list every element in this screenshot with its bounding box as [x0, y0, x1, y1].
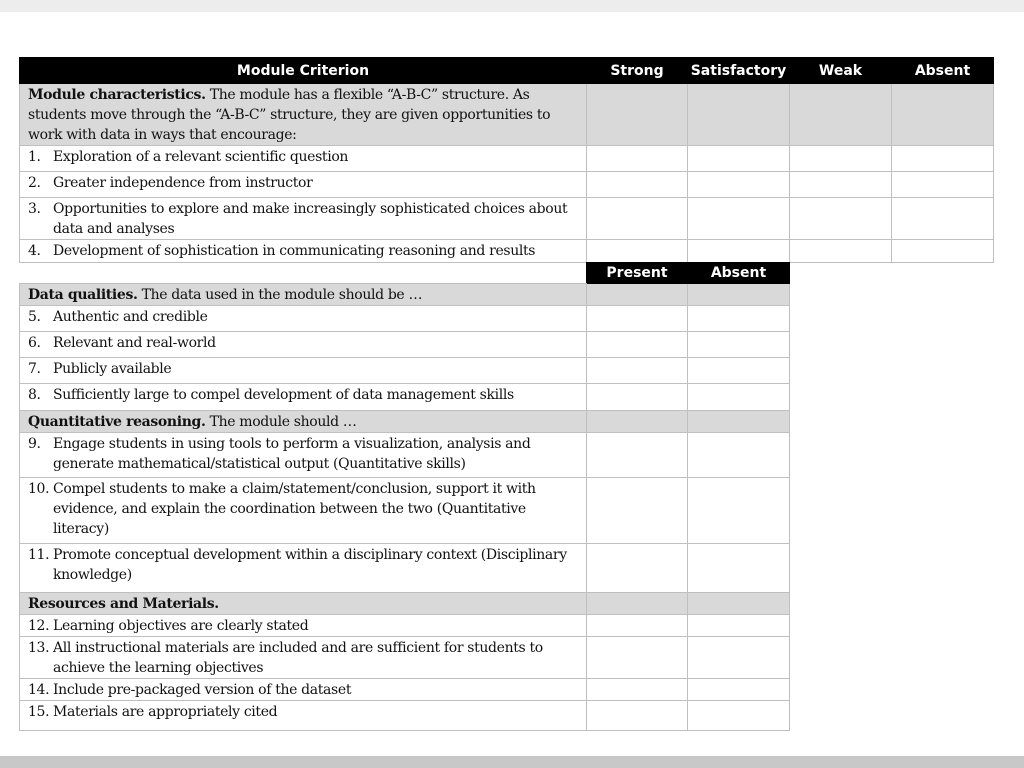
rating-cell[interactable] — [587, 478, 688, 544]
item-text: Opportunities to explore and make increasingly sophisticated choices about data and analyses — [53, 201, 568, 237]
rating-cell[interactable] — [790, 198, 892, 240]
rating-cell[interactable] — [892, 198, 994, 240]
table-row — [20, 701, 790, 731]
rating-cell — [587, 84, 688, 146]
item-text: Exploration of a relevant scientific question — [53, 149, 349, 165]
rating-cell[interactable] — [688, 637, 790, 679]
header-absent: Absent — [688, 263, 790, 284]
item-text: Learning objectives are clearly stated — [53, 618, 309, 634]
section-body: The module should … — [205, 414, 357, 430]
rating-cell[interactable] — [790, 240, 892, 263]
item-number: 12. — [28, 618, 50, 634]
section-body: The data used in the module should be … — [137, 287, 423, 303]
section-resources-materials — [20, 593, 790, 615]
header-spacer — [20, 263, 587, 284]
criterion-cell — [20, 146, 587, 172]
item-number: 5. — [28, 309, 41, 325]
item-text: Include pre-packaged version of the dataset — [53, 682, 352, 698]
section-title: Resources and Materials. — [28, 596, 219, 612]
rating-cell — [587, 411, 688, 433]
item-number: 7. — [28, 361, 41, 377]
table-row — [20, 146, 994, 172]
table-row — [20, 172, 994, 198]
rating-cell — [790, 84, 892, 146]
criterion-cell — [20, 433, 587, 478]
table-row — [20, 384, 790, 411]
item-text: All instructional materials are included and are sufficient for students to achieve the learning objectives — [53, 640, 543, 676]
item-text: Development of sophistication in communicating reasoning and results — [53, 243, 536, 259]
section-title: Module characteristics. — [28, 87, 206, 103]
item-text: Materials are appropriately cited — [53, 704, 278, 720]
rating-cell[interactable] — [892, 172, 994, 198]
rating-cell — [688, 84, 790, 146]
header-strong: Strong — [587, 58, 688, 84]
criterion-cell — [20, 615, 587, 637]
rating-cell — [587, 593, 688, 615]
header-module-criterion: Module Criterion — [20, 58, 587, 84]
header-present: Present — [587, 263, 688, 284]
item-number: 2. — [28, 175, 41, 191]
criterion-cell — [20, 358, 587, 384]
rating-cell[interactable] — [587, 306, 688, 332]
header-satisfactory: Satisfactory — [688, 58, 790, 84]
rating-cell[interactable] — [587, 701, 688, 731]
item-number: 14. — [28, 682, 50, 698]
table-row — [20, 615, 790, 637]
rating-cell[interactable] — [587, 332, 688, 358]
rating-cell[interactable] — [688, 433, 790, 478]
rating-cell[interactable] — [587, 384, 688, 411]
top-strip — [0, 0, 1024, 12]
rating-cell[interactable] — [790, 172, 892, 198]
rating-cell[interactable] — [587, 433, 688, 478]
table-row — [20, 332, 790, 358]
table-row — [20, 433, 790, 478]
criterion-cell — [20, 332, 587, 358]
section-text — [20, 593, 587, 615]
rating-cell[interactable] — [587, 198, 688, 240]
item-text: Sufficiently large to compel development of data management skills — [53, 387, 514, 403]
section-text — [20, 284, 587, 306]
rating-cell — [688, 411, 790, 433]
rating-cell[interactable] — [688, 544, 790, 593]
criterion-cell — [20, 198, 587, 240]
rating-cell[interactable] — [587, 544, 688, 593]
criterion-cell — [20, 701, 587, 731]
section-data-qualities — [20, 284, 790, 306]
section-title: Quantitative reasoning. — [28, 414, 206, 430]
table-row — [20, 358, 790, 384]
criterion-cell — [20, 384, 587, 411]
rating-cell[interactable] — [790, 146, 892, 172]
criterion-cell — [20, 679, 587, 701]
table-row — [20, 478, 790, 544]
item-number: 8. — [28, 387, 41, 403]
rating-cell[interactable] — [587, 637, 688, 679]
item-number: 9. — [28, 436, 41, 452]
criterion-cell — [20, 478, 587, 544]
criterion-cell — [20, 172, 587, 198]
item-text: Compel students to make a claim/statement/conclusion, support it with evidence, and explain the coordination between the two (Quantitative literacy) — [53, 481, 536, 537]
table-row — [20, 240, 994, 263]
bottom-strip — [0, 756, 1024, 768]
rating-cell — [688, 284, 790, 306]
item-text: Publicly available — [53, 361, 172, 377]
section-quantitative-reasoning — [20, 411, 790, 433]
rating-cell[interactable] — [688, 679, 790, 701]
rating-cell[interactable] — [587, 240, 688, 263]
header-absent: Absent — [892, 58, 994, 84]
item-number: 13. — [28, 640, 50, 656]
rating-cell[interactable] — [892, 240, 994, 263]
rating-cell[interactable] — [688, 358, 790, 384]
item-number: 6. — [28, 335, 41, 351]
criterion-cell — [20, 306, 587, 332]
criterion-cell — [20, 544, 587, 593]
section-title: Data qualities. — [28, 287, 138, 303]
table-row — [20, 198, 994, 240]
section-body: The module has a flexible “A-B-C” structure. As students move through the “A-B-C” structure, they are given opportunities to work with data in ways that encourage: — [28, 87, 551, 143]
rating-cell[interactable] — [688, 240, 790, 263]
rating-cell — [587, 284, 688, 306]
item-number: 3. — [28, 201, 41, 217]
rating-cell[interactable] — [587, 358, 688, 384]
table-row — [20, 544, 790, 593]
rating-cell[interactable] — [688, 306, 790, 332]
criterion-cell — [20, 637, 587, 679]
item-text: Engage students in using tools to perform a visualization, analysis and generate mathematical/statistical output (Quantitative skills) — [53, 436, 531, 472]
rating-cell[interactable] — [688, 478, 790, 544]
item-text: Relevant and real-world — [53, 335, 216, 351]
rating-cell[interactable] — [688, 701, 790, 731]
rating-cell[interactable] — [688, 198, 790, 240]
item-number: 11. — [28, 547, 50, 563]
rating-cell[interactable] — [688, 384, 790, 411]
item-number: 10. — [28, 481, 50, 497]
criterion-cell — [20, 240, 587, 263]
rating-cell — [688, 593, 790, 615]
module-criteria-table — [19, 57, 994, 263]
item-number: 4. — [28, 243, 41, 259]
section-text — [20, 411, 587, 433]
present-absent-table — [19, 262, 790, 731]
rating-cell[interactable] — [688, 172, 790, 198]
item-number: 15. — [28, 704, 50, 720]
table-row — [20, 679, 790, 701]
item-number: 1. — [28, 149, 41, 165]
table-row — [20, 306, 790, 332]
section-text — [20, 84, 587, 146]
rating-cell — [892, 84, 994, 146]
rating-cell[interactable] — [587, 615, 688, 637]
rating-cell[interactable] — [688, 615, 790, 637]
rating-cell[interactable] — [587, 172, 688, 198]
table-row — [20, 637, 790, 679]
rating-cell[interactable] — [688, 146, 790, 172]
header-weak: Weak — [790, 58, 892, 84]
rating-cell[interactable] — [892, 146, 994, 172]
item-text: Authentic and credible — [53, 309, 208, 325]
rating-cell[interactable] — [587, 146, 688, 172]
item-text: Promote conceptual development within a disciplinary context (Disciplinary knowledge) — [53, 547, 567, 583]
rating-cell[interactable] — [587, 679, 688, 701]
rating-cell[interactable] — [688, 332, 790, 358]
item-text: Greater independence from instructor — [53, 175, 313, 191]
section-module-characteristics — [20, 84, 994, 146]
